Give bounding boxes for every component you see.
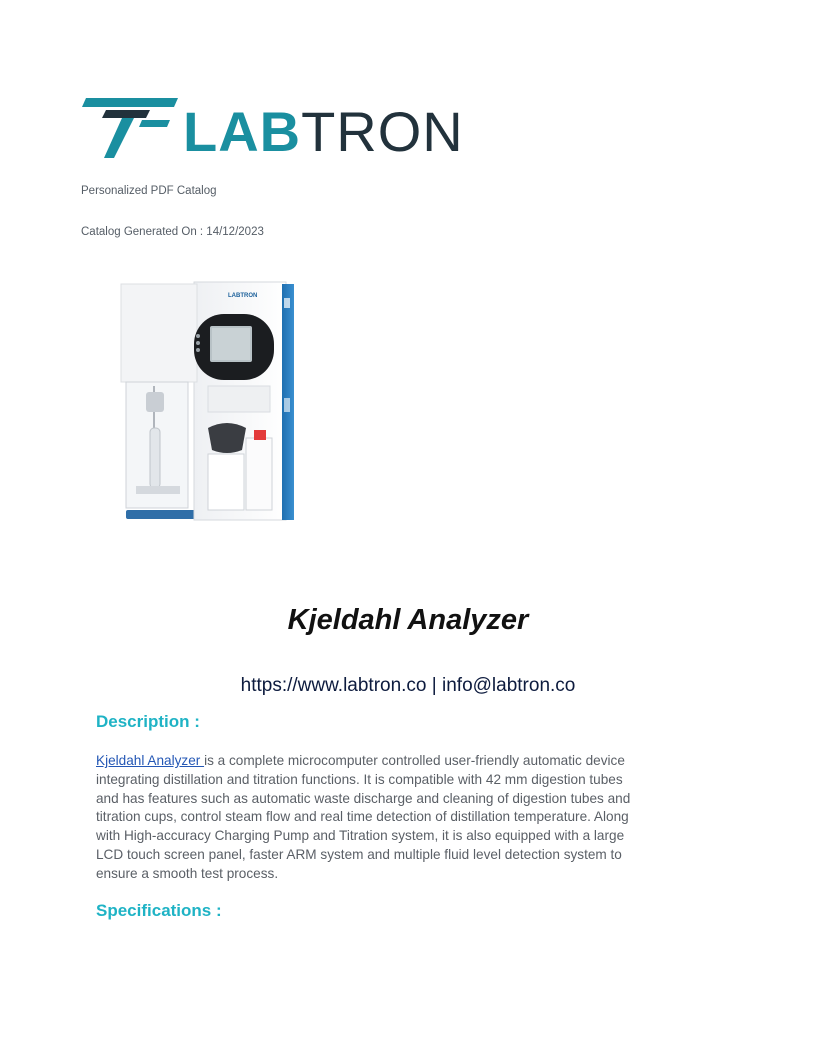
- labtron-logo: [82, 96, 462, 162]
- catalog-generated-date: Catalog Generated On : 14/12/2023: [81, 226, 264, 238]
- logo-wordmark-lab: LAB: [183, 100, 302, 163]
- specifications-heading: Specifications :: [96, 901, 222, 920]
- labtron-mark-icon: [82, 96, 182, 162]
- kjeldahl-analyzer-illustration: [116, 278, 302, 530]
- catalog-label: Personalized PDF Catalog: [81, 185, 217, 197]
- contact-info: https://www.labtron.co | info@labtron.co: [240, 675, 576, 696]
- device-brand-label: LABTRON: [228, 293, 258, 299]
- logo-wordmark: [183, 100, 464, 163]
- product-link[interactable]: Kjeldahl Analyzer: [96, 753, 205, 768]
- product-image: [116, 278, 302, 530]
- product-title: Kjeldahl Analyzer: [287, 604, 529, 636]
- description-text: [96, 752, 631, 884]
- description-heading: Description :: [96, 712, 200, 731]
- logo-wordmark-tron: TRON: [301, 100, 464, 163]
- description-body: is a complete microcomputer controlled user-friendly automatic device integrating distillation and titration functions. It is compatible with 42 mm digestion tubes and has features such as automatic waste discharge and cleaning of digestion tubes and titration cups, control steam flow and real time detection of distillation temperature. Along with High-accuracy Charging Pump and Titration system, it is also equipped with a large LCD touch screen panel, faster ARM system and multiple fluid level detection system to ensure a smooth test process.: [96, 753, 631, 881]
